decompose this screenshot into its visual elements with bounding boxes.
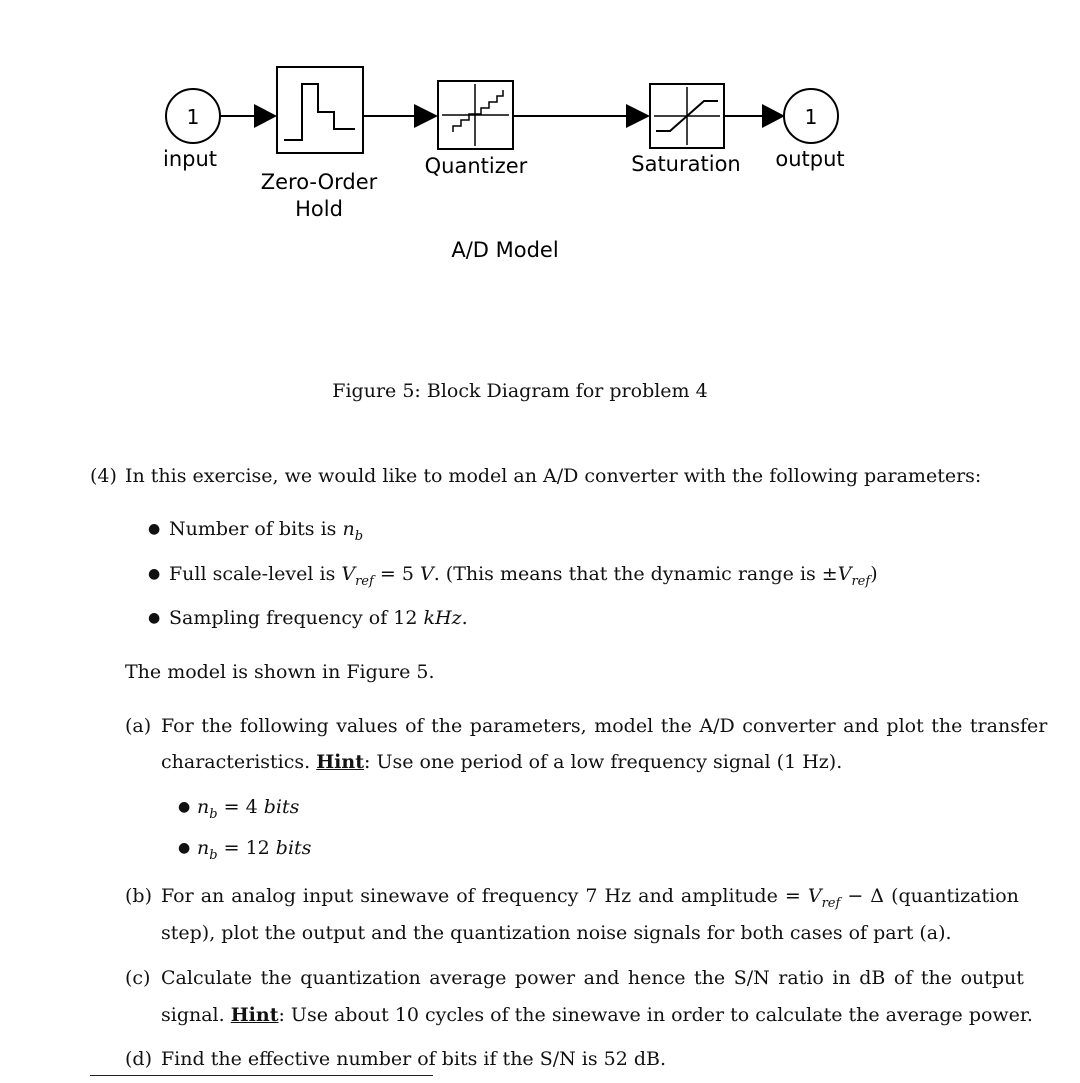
part-b-label: (b) bbox=[125, 885, 152, 907]
part-b-line1: For an analog input sinewave of frequency 7 Hz and amplitude = $V_{ref} - \Delta$ (quantization bbox=[161, 885, 1019, 911]
figure-caption: Figure 5: Block Diagram for problem 4 bbox=[332, 380, 708, 402]
ad-model-block-diagram bbox=[0, 0, 1080, 300]
problem-intro: In this exercise, we would like to model an A/D converter with the following parameters: bbox=[125, 465, 982, 487]
part-c-line1: Calculate the quantization average power and hence the S/N ratio in dB of the output bbox=[161, 967, 1024, 989]
arrow-head-icon bbox=[626, 104, 650, 128]
arrow-head-icon bbox=[762, 104, 785, 128]
part-c-label: (c) bbox=[125, 967, 151, 989]
part-a-line2: characteristics. Hint: Use one period of a low frequency signal (1 Hz). bbox=[161, 751, 843, 773]
footnote-rule bbox=[90, 1075, 433, 1076]
quantizer-label: Quantizer bbox=[424, 154, 528, 178]
input-label: input bbox=[162, 147, 218, 171]
bullet-dot: ● bbox=[178, 799, 191, 815]
zoh-label-line1: Zero-Order bbox=[260, 170, 378, 194]
part-c-line2: signal. Hint: Use about 10 cycles of the sinewave in order to calculate the average power. bbox=[161, 1004, 1033, 1026]
problem-number: (4) bbox=[90, 465, 117, 487]
part-a-nb-12: $n_b = 12$ bits bbox=[197, 837, 312, 863]
arrow-head-icon bbox=[254, 104, 277, 128]
part-a-line1: For the following values of the parameters, model the A/D converter and plot the transfer bbox=[161, 715, 1048, 737]
part-d-line1: Find the effective number of bits if the S/N is 52 dB. bbox=[161, 1048, 667, 1070]
bullet-dot: ● bbox=[148, 521, 161, 537]
part-a-label: (a) bbox=[125, 715, 152, 737]
part-b-line2: step), plot the output and the quantization noise signals for both cases of part (a). bbox=[161, 922, 952, 944]
saturation-label: Saturation bbox=[631, 152, 741, 176]
output-port-number: 1 bbox=[804, 105, 818, 129]
input-port-number: 1 bbox=[186, 105, 200, 129]
output-label: output bbox=[775, 147, 845, 171]
bullet-dot: ● bbox=[148, 566, 161, 582]
bullet-dot: ● bbox=[178, 840, 191, 856]
part-d-label: (d) bbox=[125, 1048, 152, 1070]
model-reference: The model is shown in Figure 5. bbox=[125, 661, 435, 683]
bullet-sampling-frequency: Sampling frequency of 12 kHz. bbox=[169, 607, 468, 629]
bullet-full-scale: Full scale-level is $V_{ref} = 5$ V. (This means that the dynamic range is $\pm V_{ref}$) bbox=[169, 563, 878, 589]
part-a-nb-4: $n_b = 4$ bits bbox=[197, 796, 300, 822]
arrow-head-icon bbox=[414, 104, 438, 128]
bullet-number-of-bits: Number of bits is $n_b$ bbox=[169, 518, 364, 544]
zoh-label-line2: Hold bbox=[295, 197, 343, 221]
bullet-dot: ● bbox=[148, 610, 161, 626]
model-title: A/D Model bbox=[451, 238, 559, 262]
